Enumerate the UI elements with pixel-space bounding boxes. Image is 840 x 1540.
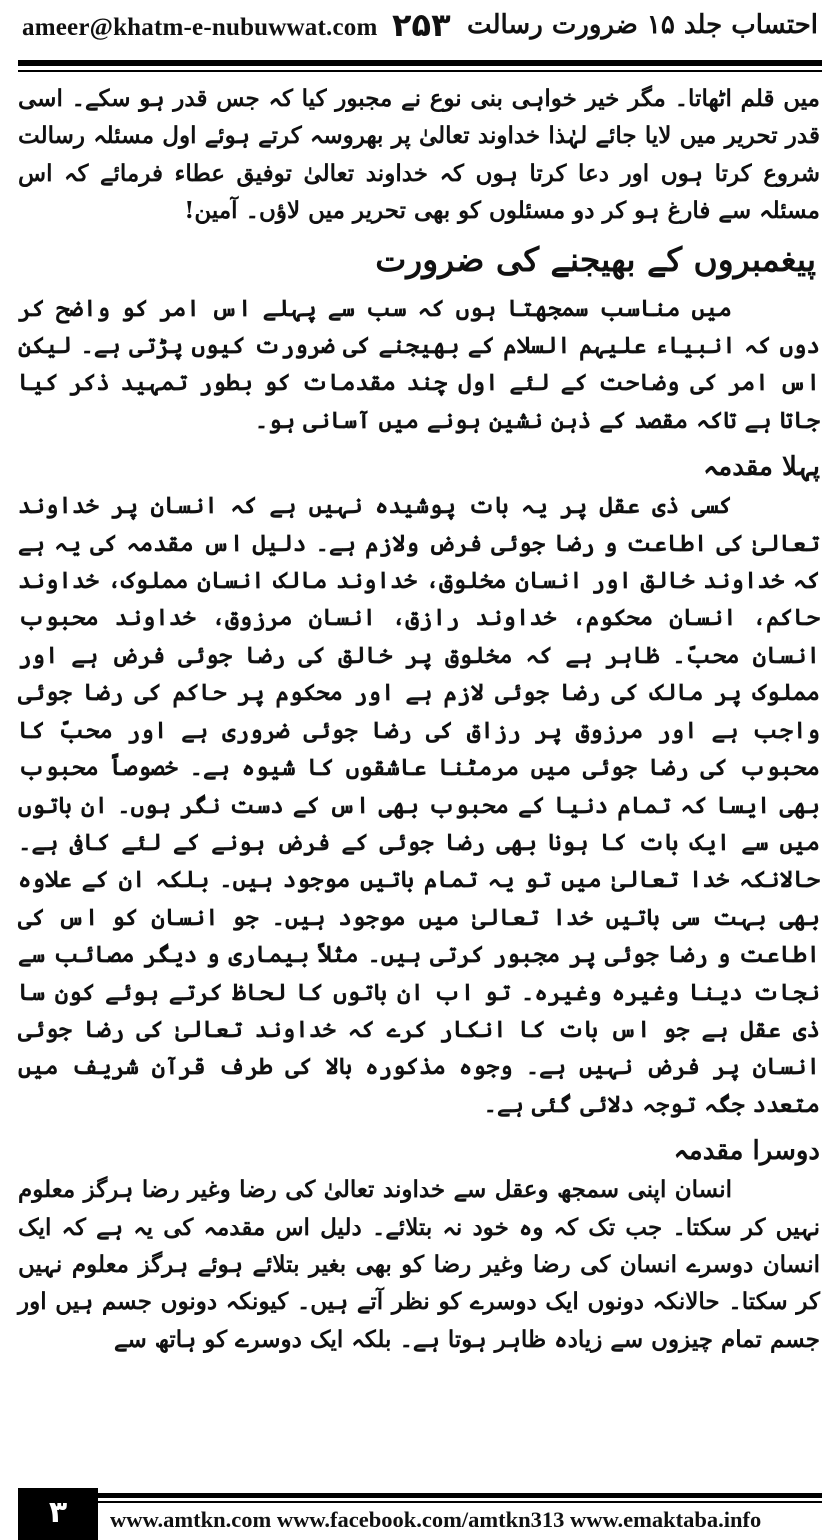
header-page-number: ۲۵۳ [392, 6, 451, 44]
main-heading: پیغمبروں کے بھیجنے کی ضرورت [375, 239, 816, 279]
footer-rule [98, 1493, 822, 1498]
header-title: احتساب جلد ۱۵ ضرورت رسالت [467, 10, 818, 40]
preface-paragraph: میں مناسب سمجھتا ہوں کہ سب سے پہلے اس امر کو واضح کر دوں کہ انبیاء علیہم السلام کے بھیجنے کی ضرورت کیوں پڑتی ہے۔ لیکن اس امر کی وضاحت کے لئے اول چند مقدمات کو بطور تمہید ذکر کیا جاتا ہے تاکہ مقصد کے ذہن نشین ہونے میں آسانی ہو۔ [18, 294, 820, 434]
footer-rule-thin [98, 1501, 822, 1503]
footer-links[interactable]: www.amtkn.com www.facebook.com/amtkn313 www.emaktaba.info [110, 1507, 762, 1532]
page-body [18, 80, 820, 1358]
header-email: ameer@khatm-e-nubuwwat.com [22, 14, 378, 41]
header-rule-thin [18, 70, 822, 72]
footer-page-number: ۳ [18, 1488, 98, 1540]
second-premise-paragraph: انسان اپنی سمجھ وعقل سے خداوند تعالیٰ کی رضا وغیر رضا ہرگز معلوم نہیں کر سکتا۔ جب تک کہ وہ خود نہ بتلائے۔ دلیل اس مقدمہ کی یہ ہے کہ ایک انسان دوسرے انسان کی رضا وغیر رضا کو بھی بغیر بتلائے ہوئے ہرگز معلوم نہیں کر سکتا۔ حالانکہ دونوں ایک دوسرے کو نظر آتے ہیں۔ کیونکہ دونوں جسم ہیں اور جسم تمام چیزوں سے زیادہ ظاہر ہوتا ہے۔ بلکہ ایک دوسرے کو ہاتھ سے [18, 1176, 820, 1353]
first-premise-paragraph: کسی ذی عقل پر یہ بات پوشیدہ نہیں ہے کہ انسان پر خداوند تعالیٰ کی اطاعت و رضا جوئی فرض ولازم ہے۔ دلیل اس مقدمہ کی یہ ہے کہ خداوند خالق اور انسان مخلوق، خداوند مالک انسان مملوک، خداوند حاکم، انسان محکوم، خداوند رازق، انسان مرزوق، خداوند محبوب انسان محبّ۔ ظاہر ہے کہ مخلوق پر خالق کی رضا جوئی فرض ہے اور مملوک پر مالک کی رضا جوئی لازم ہے اور محکوم پر حاکم کی رضا جوئی واجب ہے اور مرزوق پر رزاق کی رضا جوئی ضروری ہے اور محبّ کا محبوب کی رضا جوئی میں مرمٹنا عاشقوں کا شیوہ ہے۔ خصوصاً محبوب بھی ایسا کہ تمام دنیا کے محبوب بھی اس کے دست نگر ہوں۔ ان باتوں میں سے ایک بات کا ہونا بھی رضا جوئی کے فرض ہونے کے لئے کافی ہے۔ حالانکہ خدا تعالیٰ میں تو یہ تمام باتیں موجود ہیں۔ بلکہ ان کے علاوہ بھی بہت سی باتیں خدا تعالیٰ میں موجود ہیں۔ جو انسان کو اس کی اطاعت و رضا جوئی پر مجبور کرتی ہیں۔ مثلاً بیماری و دیگر مصائب سے نجات دینا وغیرہ وغیرہ۔ تو اب ان باتوں کا لحاظ کرتے ہوئے کون سا ذی عقل ہے جو اس بات کا انکار کرے کہ خداوند تعالیٰ کی رضا جوئی انسان پر فرض نہیں ہے۔ وجوہ مذکورہ بالا کی طرف قرآن شریف میں متعدد جگہ توجہ دلائی گئی ہے۔ [18, 492, 820, 1118]
header-rule [18, 60, 822, 66]
intro-paragraph: میں قلم اٹھاتا۔ مگر خیر خواہی بنی نوع نے مجبور کیا کہ جس قدر ہو سکے۔ اسی قدر تحریر میں لایا جائے لہٰذا خداوند تعالیٰ پر بھروسہ کرتے ہوئے اول مسئلہ رسالت شروع کرتا ہوں اور دعا کرتا ہوں کہ خداوند تعالیٰ توفیق عطاء فرمائے کہ اس مسئلہ سے فارغ ہو کر دو مسئلوں کو بھی تحریر میں لاؤں۔ آمین! [18, 85, 820, 225]
second-premise-heading: دوسرا مقدمہ [673, 1136, 820, 1167]
first-premise-heading: پہلا مقدمہ [703, 452, 820, 483]
